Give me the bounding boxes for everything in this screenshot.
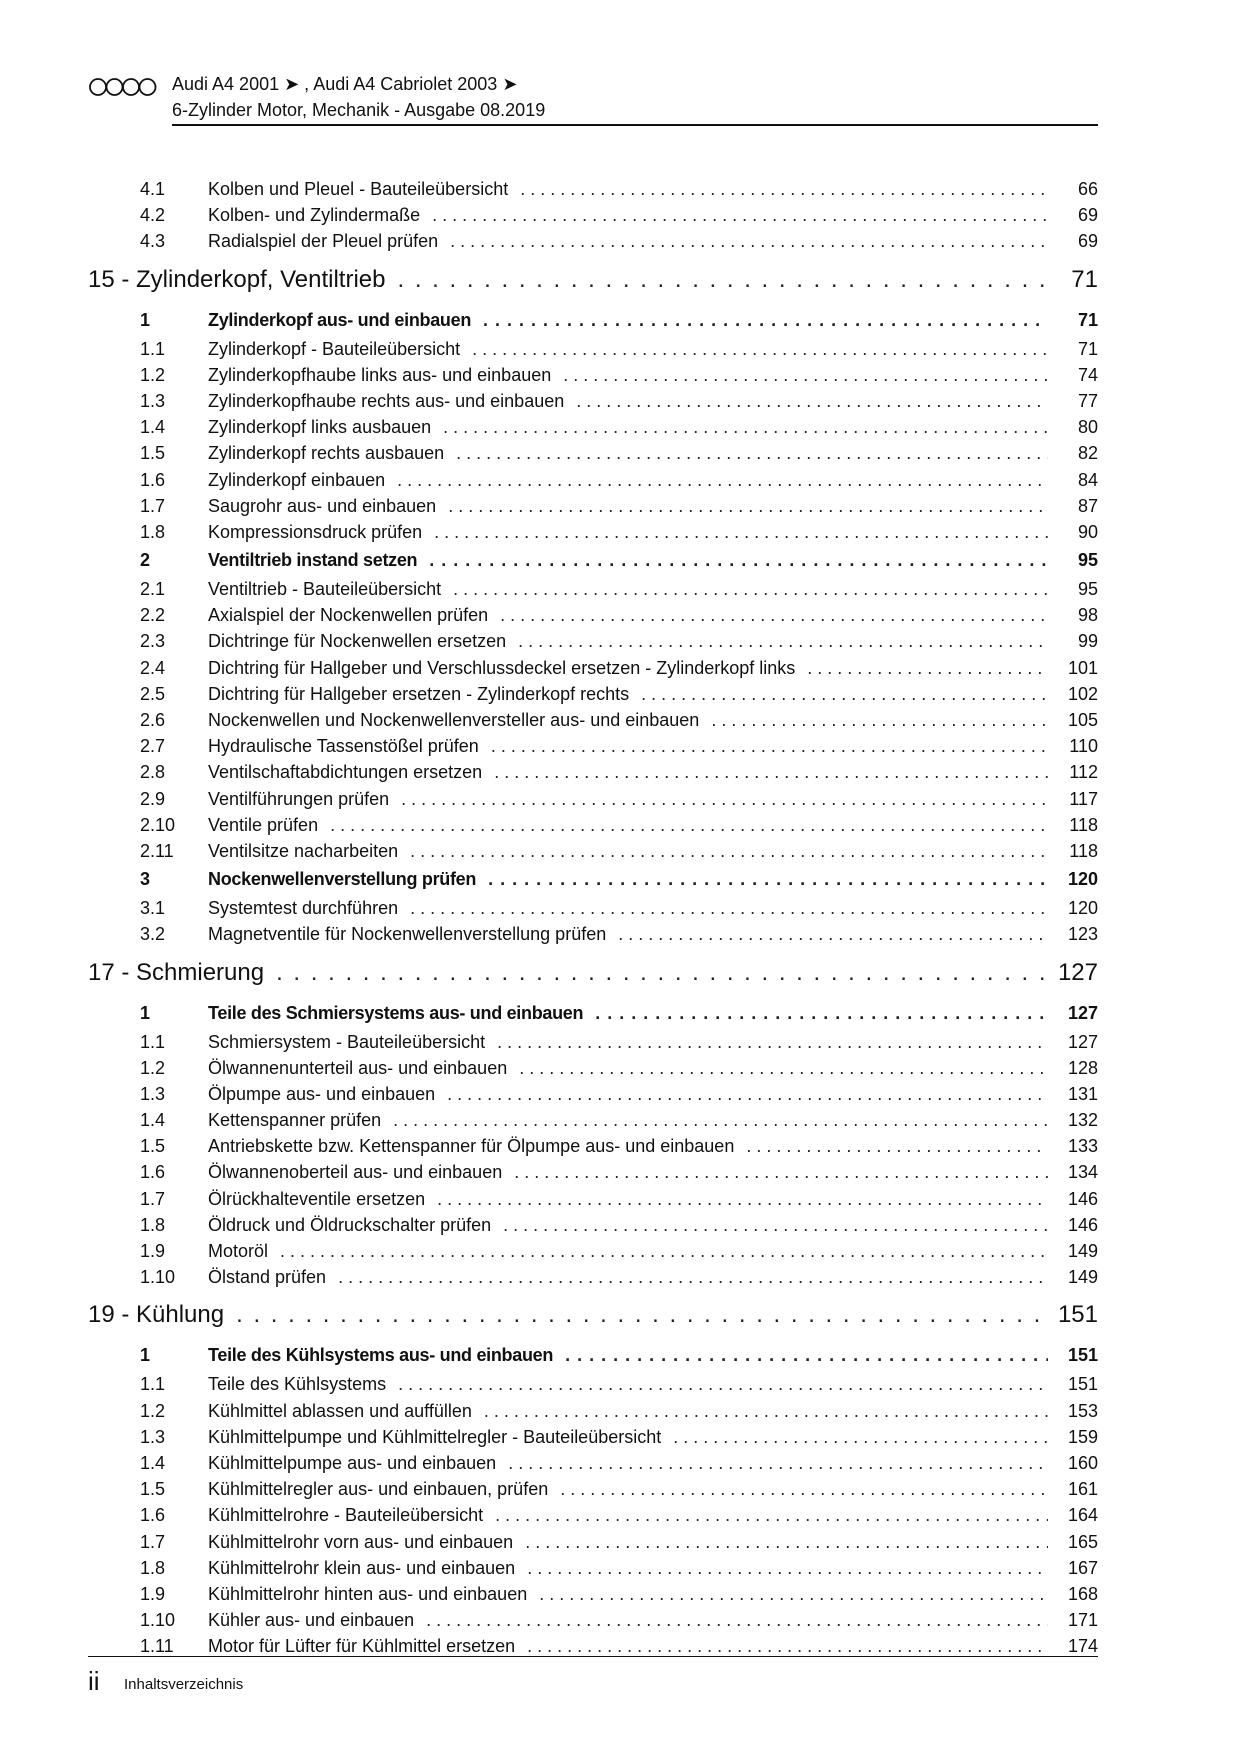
dot-leader xyxy=(514,1159,1048,1185)
dot-leader xyxy=(330,812,1048,838)
toc-section[interactable] xyxy=(88,864,1098,895)
toc-entry[interactable] xyxy=(88,1055,1098,1081)
toc-entry[interactable] xyxy=(88,228,1098,254)
toc-page-number: 127 xyxy=(1067,1031,1098,1052)
toc-number: 1.10 xyxy=(140,1610,176,1631)
dot-leader xyxy=(494,759,1048,785)
toc-entry[interactable] xyxy=(88,1450,1098,1476)
toc-title: Kolben und Pleuel - Bauteileübersicht xyxy=(208,179,509,199)
toc-title: Zylinderkopf rechts ausbauen xyxy=(208,443,445,464)
toc-chapter[interactable] xyxy=(88,948,1098,998)
toc-number: 2.5 xyxy=(140,683,166,704)
toc-page-number: 69 xyxy=(1077,205,1098,226)
toc-entry[interactable] xyxy=(88,1371,1098,1397)
toc-title: Axialspiel der Nockenwellen prüfen xyxy=(208,605,489,626)
toc-page-number: 151 xyxy=(1057,1301,1098,1329)
toc-title: Dichtringe für Nockenwellen ersetzen xyxy=(208,631,507,652)
toc-title: Kolben- und Zylindermaße xyxy=(208,205,421,226)
toc-number: 1.6 xyxy=(140,1162,166,1183)
toc-page-number: 95 xyxy=(1077,579,1098,600)
dot-leader xyxy=(447,1081,1048,1107)
dot-leader xyxy=(488,864,1048,895)
toc-page-number: 168 xyxy=(1067,1583,1098,1604)
toc-number: 1.2 xyxy=(140,364,166,385)
toc-entry[interactable] xyxy=(88,1186,1098,1212)
toc-entry[interactable] xyxy=(88,602,1098,628)
dot-leader xyxy=(401,786,1048,812)
toc-title: Systemtest durchführen xyxy=(208,898,399,919)
dot-leader xyxy=(276,948,1048,998)
toc-number: 1.6 xyxy=(140,469,166,490)
toc-title: Kühlmittel ablassen und auffüllen xyxy=(208,1400,472,1421)
toc-number: 1.4 xyxy=(140,1110,166,1131)
toc-page-number: 77 xyxy=(1077,390,1098,411)
dot-leader xyxy=(746,1133,1048,1159)
toc-entry[interactable] xyxy=(88,1529,1098,1555)
dot-leader xyxy=(565,1340,1048,1371)
dot-leader xyxy=(429,545,1048,576)
toc-title: Kühlmittelregler aus- und einbauen, prüfen xyxy=(208,1479,549,1500)
toc-title: Ölrückhalteventile ersetzen xyxy=(208,1188,426,1209)
toc-entry[interactable] xyxy=(88,1238,1098,1264)
toc-entry[interactable] xyxy=(88,681,1098,707)
toc-title: Radialspiel der Pleuel prüfen xyxy=(208,231,439,252)
toc-number: 2.6 xyxy=(140,710,166,730)
dot-leader xyxy=(453,576,1048,602)
toc-number: 4.2 xyxy=(140,205,166,226)
toc-number: 2.4 xyxy=(140,657,166,678)
toc-page-number: 171 xyxy=(1067,1610,1098,1631)
toc-entry[interactable] xyxy=(88,1607,1098,1633)
toc-title: Zylinderkopf links ausbauen xyxy=(208,417,432,438)
toc-title: Antriebskette bzw. Kettenspanner für Ölpumpe aus- und einbauen xyxy=(208,1136,735,1157)
toc-entry[interactable] xyxy=(88,759,1098,785)
toc-number: 4.3 xyxy=(140,231,166,252)
toc-entry[interactable] xyxy=(88,895,1098,921)
toc-page-number: 110 xyxy=(1069,736,1098,757)
toc-entry[interactable] xyxy=(88,176,1098,202)
toc-title: Ventilführungen prüfen xyxy=(208,788,390,809)
toc-title: Motoröl xyxy=(208,1241,269,1261)
toc-title: Ölwannenunterteil aus- und einbauen xyxy=(208,1057,508,1078)
toc-page-number: 151 xyxy=(1067,1374,1098,1395)
toc-entry[interactable] xyxy=(88,1581,1098,1607)
toc-number: 2.7 xyxy=(140,736,166,757)
dot-leader xyxy=(450,228,1048,254)
toc-title: Kühlmittelrohre - Bauteileübersicht xyxy=(208,1505,484,1526)
header-rule xyxy=(172,124,1098,126)
toc-title: Saugrohr aus- und einbauen xyxy=(208,495,437,516)
table-of-contents xyxy=(88,176,1098,1659)
toc-entry[interactable] xyxy=(88,1133,1098,1159)
toc-title: Ventilsitze nacharbeiten xyxy=(208,840,399,861)
toc-number: 1.9 xyxy=(140,1583,166,1604)
toc-entry[interactable] xyxy=(88,786,1098,812)
toc-page-number: 99 xyxy=(1077,631,1098,652)
dot-leader xyxy=(484,1398,1048,1424)
dot-leader xyxy=(525,1529,1048,1555)
toc-entry[interactable] xyxy=(88,440,1098,466)
toc-section[interactable] xyxy=(88,545,1098,576)
footer-rule xyxy=(88,1656,1098,1657)
toc-number: 1.4 xyxy=(140,417,166,438)
toc-page-number: 112 xyxy=(1069,762,1098,783)
toc-number: 1.7 xyxy=(140,1531,166,1552)
toc-entry[interactable] xyxy=(88,1264,1098,1290)
toc-entry[interactable] xyxy=(88,576,1098,602)
toc-page-number: 159 xyxy=(1067,1426,1098,1447)
toc-title: Zylinderkopfhaube links aus- und einbauen xyxy=(208,364,552,385)
toc-number: 1.2 xyxy=(140,1400,166,1421)
dot-leader xyxy=(595,998,1048,1029)
toc-title: Kühlmittelrohr hinten aus- und einbauen xyxy=(208,1583,528,1604)
dot-leader xyxy=(443,414,1048,440)
toc-title: Magnetventile für Nockenwellenverstellung prüfen xyxy=(208,924,607,945)
toc-title: 17 - Schmierung xyxy=(88,958,265,986)
toc-entry[interactable] xyxy=(88,1107,1098,1133)
toc-page-number: 127 xyxy=(1067,1002,1098,1023)
toc-title: Öldruck und Öldruckschalter prüfen xyxy=(208,1214,492,1235)
toc-section[interactable] xyxy=(88,998,1098,1029)
header-title: Audi A4 2001 ➤ , Audi A4 Cabriolet 2003 ➤ xyxy=(172,74,518,94)
dot-leader xyxy=(434,519,1048,545)
toc-page-number: 120 xyxy=(1067,869,1098,890)
dot-leader xyxy=(497,1029,1048,1055)
toc-entry[interactable] xyxy=(88,1081,1098,1107)
audi-rings-logo xyxy=(88,77,158,97)
toc-title: Dichtring für Hallgeber ersetzen - Zylinderkopf rechts xyxy=(208,683,630,704)
toc-number: 1.9 xyxy=(140,1241,166,1261)
toc-page-number: 69 xyxy=(1077,231,1098,252)
dot-leader xyxy=(500,602,1048,628)
toc-chapter[interactable] xyxy=(88,1290,1098,1340)
toc-page-number: 165 xyxy=(1067,1531,1098,1552)
toc-title: Dichtring für Hallgeber und Verschlussdeckel ersetzen - Zylinderkopf links xyxy=(208,657,796,678)
toc-number: 2.11 xyxy=(140,840,174,861)
dot-leader xyxy=(236,1290,1048,1340)
toc-title: Hydraulische Tassenstößel prüfen xyxy=(208,736,479,757)
toc-section[interactable] xyxy=(88,1340,1098,1371)
toc-entry[interactable] xyxy=(88,733,1098,759)
toc-entry[interactable] xyxy=(88,921,1098,947)
toc-number: 1.8 xyxy=(140,1557,166,1578)
dot-leader xyxy=(410,895,1048,921)
toc-title: Kühlmittelrohr vorn aus- und einbauen xyxy=(208,1531,514,1552)
toc-page-number: 161 xyxy=(1067,1479,1098,1500)
toc-entry[interactable] xyxy=(88,1212,1098,1238)
toc-number: 1.1 xyxy=(140,1031,166,1052)
toc-number: 3.2 xyxy=(140,924,166,945)
toc-title: Ventiltrieb instand setzen xyxy=(208,550,418,571)
toc-page-number: 128 xyxy=(1067,1057,1098,1078)
toc-title: Ölpumpe aus- und einbauen xyxy=(208,1083,436,1104)
toc-number: 1.6 xyxy=(140,1505,166,1526)
toc-number: 2.9 xyxy=(140,788,166,809)
toc-page-number: 149 xyxy=(1067,1241,1098,1261)
toc-title: Kettenspanner prüfen xyxy=(208,1110,382,1131)
dot-leader xyxy=(711,707,1048,733)
toc-number: 1.7 xyxy=(140,495,166,516)
dot-leader xyxy=(410,838,1048,864)
toc-page-number: 133 xyxy=(1067,1136,1098,1157)
toc-entry[interactable] xyxy=(88,655,1098,681)
toc-page-number: 102 xyxy=(1067,683,1098,704)
dot-leader xyxy=(519,1055,1048,1081)
dot-leader xyxy=(539,1581,1048,1607)
toc-number: 2 xyxy=(140,550,151,571)
toc-page-number: 90 xyxy=(1077,521,1098,542)
toc-entry[interactable] xyxy=(88,1502,1098,1528)
toc-number: 1.1 xyxy=(140,1374,166,1395)
toc-page-number: 146 xyxy=(1067,1214,1098,1235)
toc-title: Nockenwellenverstellung prüfen xyxy=(208,869,477,890)
toc-title: Ventile prüfen xyxy=(208,814,319,835)
toc-title: Ventilschaftabdichtungen ersetzen xyxy=(208,762,483,783)
toc-page-number: 95 xyxy=(1077,550,1098,571)
toc-page-number: 164 xyxy=(1067,1505,1098,1526)
toc-page-number: 134 xyxy=(1067,1162,1098,1183)
toc-number: 2.2 xyxy=(140,605,166,626)
toc-page-number: 84 xyxy=(1077,469,1098,490)
toc-page-number: 80 xyxy=(1077,417,1098,438)
toc-page-number: 74 xyxy=(1077,364,1098,385)
toc-page-number: 131 xyxy=(1067,1083,1098,1104)
toc-page-number: 160 xyxy=(1067,1452,1098,1473)
toc-title: Kühler aus- und einbauen xyxy=(208,1610,415,1631)
toc-title: 19 - Kühlung xyxy=(88,1301,225,1329)
toc-number: 1.1 xyxy=(140,338,166,359)
toc-entry[interactable] xyxy=(88,628,1098,654)
toc-number: 3.1 xyxy=(140,898,166,919)
toc-entry[interactable] xyxy=(88,202,1098,228)
toc-page-number: 151 xyxy=(1067,1345,1098,1366)
toc-number: 1.5 xyxy=(140,1479,166,1500)
toc-title: Nockenwellen und Nockenwellenversteller aus- und einbauen xyxy=(208,710,700,730)
toc-page-number: 118 xyxy=(1069,814,1098,835)
toc-number: 1.8 xyxy=(140,1214,166,1235)
toc-page-number: 82 xyxy=(1077,443,1098,464)
toc-number: 1.3 xyxy=(140,1083,166,1104)
toc-page-number: 167 xyxy=(1067,1557,1098,1578)
toc-title: Zylinderkopf aus- und einbauen xyxy=(208,309,472,330)
dot-leader xyxy=(472,336,1048,362)
toc-title: Ölwannenoberteil aus- und einbauen xyxy=(208,1162,503,1183)
toc-entry[interactable] xyxy=(88,1029,1098,1055)
toc-page-number: 118 xyxy=(1069,840,1098,861)
toc-entry[interactable] xyxy=(88,388,1098,414)
dot-leader xyxy=(280,1238,1048,1264)
toc-entry[interactable] xyxy=(88,467,1098,493)
toc-title: Kühlmittelpumpe und Kühlmittelregler - Bauteileübersicht xyxy=(208,1426,662,1447)
dot-leader xyxy=(673,1424,1048,1450)
toc-title: Zylinderkopfhaube rechts aus- und einbauen xyxy=(208,390,565,411)
dot-leader xyxy=(563,362,1048,388)
toc-number: 1 xyxy=(140,1345,151,1366)
toc-page-number: 71 xyxy=(1077,338,1098,359)
toc-number: 2.8 xyxy=(140,762,166,783)
toc-title: Motor für Lüfter für Kühlmittel ersetzen xyxy=(208,1636,516,1657)
toc-page-number: 149 xyxy=(1067,1267,1098,1288)
toc-page-number: 117 xyxy=(1069,788,1098,809)
dot-leader xyxy=(576,388,1048,414)
toc-page-number: 105 xyxy=(1067,710,1098,730)
toc-number: 1.5 xyxy=(140,1136,166,1157)
toc-entry[interactable] xyxy=(88,414,1098,440)
dot-leader xyxy=(508,1450,1048,1476)
toc-page-number: 66 xyxy=(1077,179,1098,199)
dot-leader xyxy=(520,176,1048,202)
toc-number: 1.10 xyxy=(140,1267,176,1288)
dot-leader xyxy=(397,467,1048,493)
page-number: ii xyxy=(88,1666,100,1696)
toc-entry[interactable] xyxy=(88,1398,1098,1424)
toc-number: 1.3 xyxy=(140,390,166,411)
toc-section[interactable] xyxy=(88,305,1098,336)
toc-number: 1.11 xyxy=(140,1636,174,1657)
dot-leader xyxy=(398,1371,1048,1397)
toc-entry[interactable] xyxy=(88,1159,1098,1185)
toc-page-number: 132 xyxy=(1067,1110,1098,1131)
toc-title: Teile des Kühlsystems aus- und einbauen xyxy=(208,1345,554,1366)
dot-leader xyxy=(437,1186,1048,1212)
toc-number: 1.4 xyxy=(140,1452,166,1473)
toc-page-number: 98 xyxy=(1077,605,1098,626)
header-subtitle: 6-Zylinder Motor, Mechanik - Ausgabe 08.2019 xyxy=(172,100,546,120)
toc-entry[interactable] xyxy=(88,1476,1098,1502)
toc-number: 1.7 xyxy=(140,1188,166,1209)
toc-number: 1.5 xyxy=(140,443,166,464)
dot-leader xyxy=(426,1607,1048,1633)
dot-leader xyxy=(641,681,1048,707)
toc-title: Zylinderkopf - Bauteileübersicht xyxy=(208,338,461,359)
dot-leader xyxy=(495,1502,1048,1528)
toc-title: Zylinderkopf einbauen xyxy=(208,469,386,490)
toc-title: Kühlmittelpumpe aus- und einbauen xyxy=(208,1452,497,1473)
toc-page-number: 153 xyxy=(1067,1400,1098,1421)
dot-leader xyxy=(483,305,1048,336)
page-header xyxy=(88,72,1098,124)
toc-page-number: 146 xyxy=(1067,1188,1098,1209)
dot-leader xyxy=(432,202,1048,228)
toc-number: 2.3 xyxy=(140,631,166,652)
toc-entry[interactable] xyxy=(88,336,1098,362)
dot-leader xyxy=(518,628,1048,654)
toc-number: 1 xyxy=(140,309,151,330)
toc-page-number: 174 xyxy=(1067,1636,1098,1657)
toc-entry[interactable] xyxy=(88,1424,1098,1450)
dot-leader xyxy=(456,440,1048,466)
toc-title: Kühlmittelrohr klein aus- und einbauen xyxy=(208,1557,516,1578)
toc-page-number: 120 xyxy=(1067,898,1098,919)
toc-entry[interactable] xyxy=(88,1555,1098,1581)
dot-leader xyxy=(560,1476,1048,1502)
toc-title: Ölstand prüfen xyxy=(208,1267,327,1288)
footer-label: Inhaltsverzeichnis xyxy=(124,1676,244,1693)
toc-title: Kompressionsdruck prüfen xyxy=(208,521,423,542)
toc-number: 2.1 xyxy=(140,579,166,600)
dot-leader xyxy=(807,655,1048,681)
dot-leader xyxy=(393,1107,1048,1133)
toc-entry[interactable] xyxy=(88,707,1098,733)
dot-leader xyxy=(527,1555,1048,1581)
toc-page-number: 71 xyxy=(1071,265,1098,293)
toc-number: 1 xyxy=(140,1002,151,1023)
toc-title: Teile des Kühlsystems xyxy=(208,1374,387,1395)
toc-number: 3 xyxy=(140,869,151,890)
dot-leader xyxy=(503,1212,1048,1238)
toc-entry[interactable] xyxy=(88,362,1098,388)
dot-leader xyxy=(448,493,1048,519)
toc-page-number: 87 xyxy=(1077,495,1098,516)
toc-number: 1.3 xyxy=(140,1426,166,1447)
toc-page-number: 101 xyxy=(1067,657,1098,678)
toc-page-number: 127 xyxy=(1057,958,1098,986)
toc-title: Schmiersystem - Bauteileübersicht xyxy=(208,1031,486,1052)
toc-number: 2.10 xyxy=(140,814,176,835)
toc-page-number: 71 xyxy=(1077,309,1098,330)
dot-leader xyxy=(338,1264,1048,1290)
toc-entry[interactable] xyxy=(88,812,1098,838)
toc-chapter[interactable] xyxy=(88,255,1098,305)
toc-entry[interactable] xyxy=(88,838,1098,864)
dot-leader xyxy=(397,255,1048,305)
dot-leader xyxy=(491,733,1048,759)
toc-number: 1.8 xyxy=(140,521,166,542)
toc-entry[interactable] xyxy=(88,519,1098,545)
toc-number: 1.2 xyxy=(140,1057,166,1078)
toc-number: 4.1 xyxy=(140,179,166,199)
toc-entry[interactable] xyxy=(88,493,1098,519)
toc-page-number: 123 xyxy=(1067,924,1098,945)
dot-leader xyxy=(618,921,1048,947)
toc-title: Teile des Schmiersystems aus- und einbauen xyxy=(208,1002,584,1023)
toc-title: Ventiltrieb - Bauteileübersicht xyxy=(208,579,442,600)
toc-title: 15 - Zylinderkopf, Ventiltrieb xyxy=(88,265,386,293)
